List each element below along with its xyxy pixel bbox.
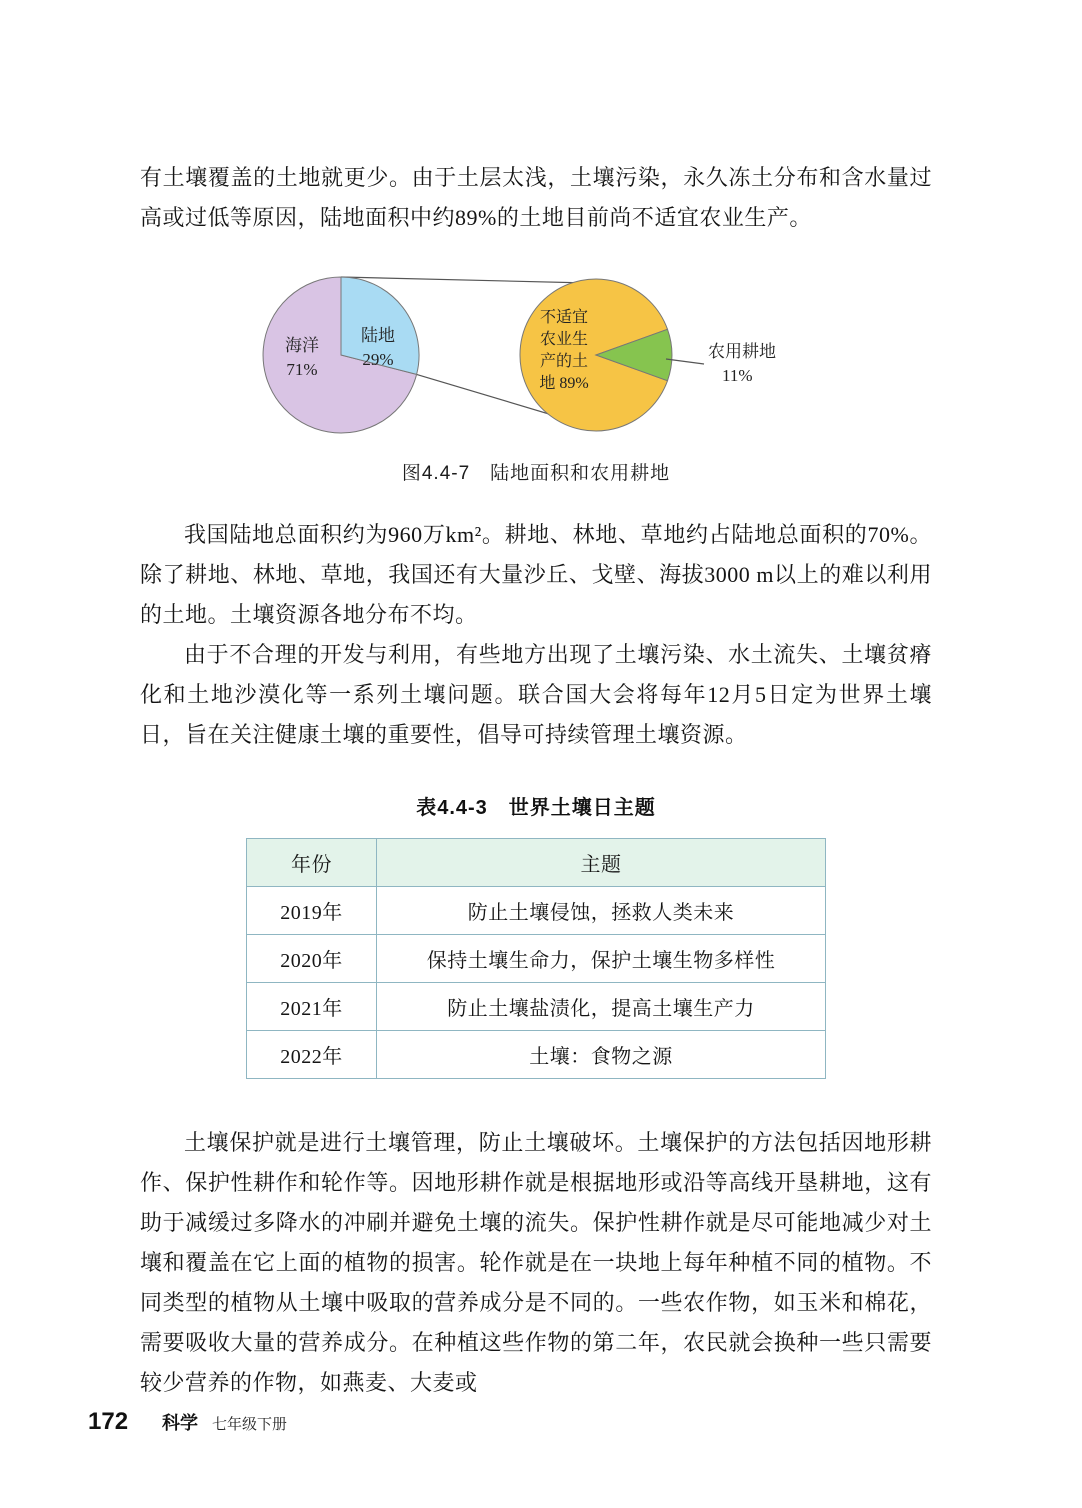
land-farmland-pie-charts [256, 260, 816, 450]
theme-cell: 保持土壤生命力，保护土壤生物多样性 [377, 935, 826, 983]
connector-line-top [341, 277, 589, 283]
theme-cell: 防止土壤侵蚀，拯救人类未来 [377, 887, 826, 935]
farmland-label: 农用耕地 [708, 342, 776, 361]
table-row [247, 1031, 826, 1079]
unsuitable-label-line4: 地 89% [539, 375, 589, 392]
paragraph-soil-protection: 土壤保护就是进行土壤管理，防止土壤破坏。土壤保护的方法包括因地形耕作、保护性耕作和轮作等。因地形耕作就是根据地形或沿等高线开垦耕地，这有助于减缓过多降水的冲刷并避免土壤的流失。保护性耕作就是尽可能地减少对土壤和覆盖在它上面的植物的损害。轮作就是在一块地上每年种植不同的植物。不同类型的植物从土壤中吸取的营养成分是不同的。一些农作物，如玉米和棉花，需要吸收大量的营养成分。在种植这些作物的第二年，农民就会换种一些只需要较少营养的作物，如燕麦、大麦或 [140, 1130, 932, 1395]
ocean-label: 海洋 [285, 336, 319, 355]
figure-4-4-7 [140, 260, 932, 485]
table-header-year: 年份 [247, 839, 377, 887]
table-header-theme: 主题 [377, 839, 826, 887]
year-cell: 2019年 [247, 887, 377, 935]
unsuitable-label-line2: 农业生 [539, 331, 589, 348]
ocean-pct-label: 71% [286, 360, 318, 379]
table-row [247, 935, 826, 983]
land-pct-label: 29% [362, 350, 394, 369]
unsuitable-label-line1: 不适宜 [539, 309, 589, 326]
unsuitable-label-line3: 产的土 [539, 353, 589, 370]
book-title: 科学 [162, 1413, 199, 1433]
book-volume: 七年级下册 [212, 1416, 288, 1433]
year-cell: 2020年 [247, 935, 377, 983]
page-number: 172 [88, 1408, 129, 1435]
table-header-row [247, 839, 826, 887]
table-title: 表4.4-3 世界土壤日主题 [416, 797, 656, 819]
paragraph-intro: 有土壤覆盖的土地就更少。由于土层太浅，土壤污染，永久冻土分布和含水量过高或过低等原因，陆地面积中约89%的土地目前尚不适宜农业生产。 [140, 165, 932, 230]
table-row [247, 887, 826, 935]
figure-caption: 图4.4-7 陆地面积和农用耕地 [401, 463, 671, 484]
farmland-pct-label: 11% [722, 366, 753, 385]
theme-cell: 土壤：食物之源 [377, 1031, 826, 1079]
world-soil-day-table [246, 838, 826, 1079]
land-label: 陆地 [361, 326, 395, 345]
theme-cell: 防止土壤盐渍化，提高土壤生产力 [377, 983, 826, 1031]
year-cell: 2021年 [247, 983, 377, 1031]
page-footer [88, 1408, 287, 1436]
year-cell: 2022年 [247, 1031, 377, 1079]
table-row [247, 983, 826, 1031]
paragraph-soil-day: 由于不合理的开发与利用，有些地方出现了土壤污染、水土流失、土壤贫瘠化和土地沙漠化等一系列土壤问题。联合国大会将每年12月5日定为世界土壤日，旨在关注健康土壤的重要性，倡导可持续管理土壤资源。 [140, 642, 932, 747]
paragraph-land-area: 我国陆地总面积约为960万km²。耕地、林地、草地约占陆地总面积的70%。除了耕地、林地、草地，我国还有大量沙丘、戈壁、海拔3000 m以上的难以利用的土地。土壤资源各地分布不均。 [140, 522, 932, 627]
